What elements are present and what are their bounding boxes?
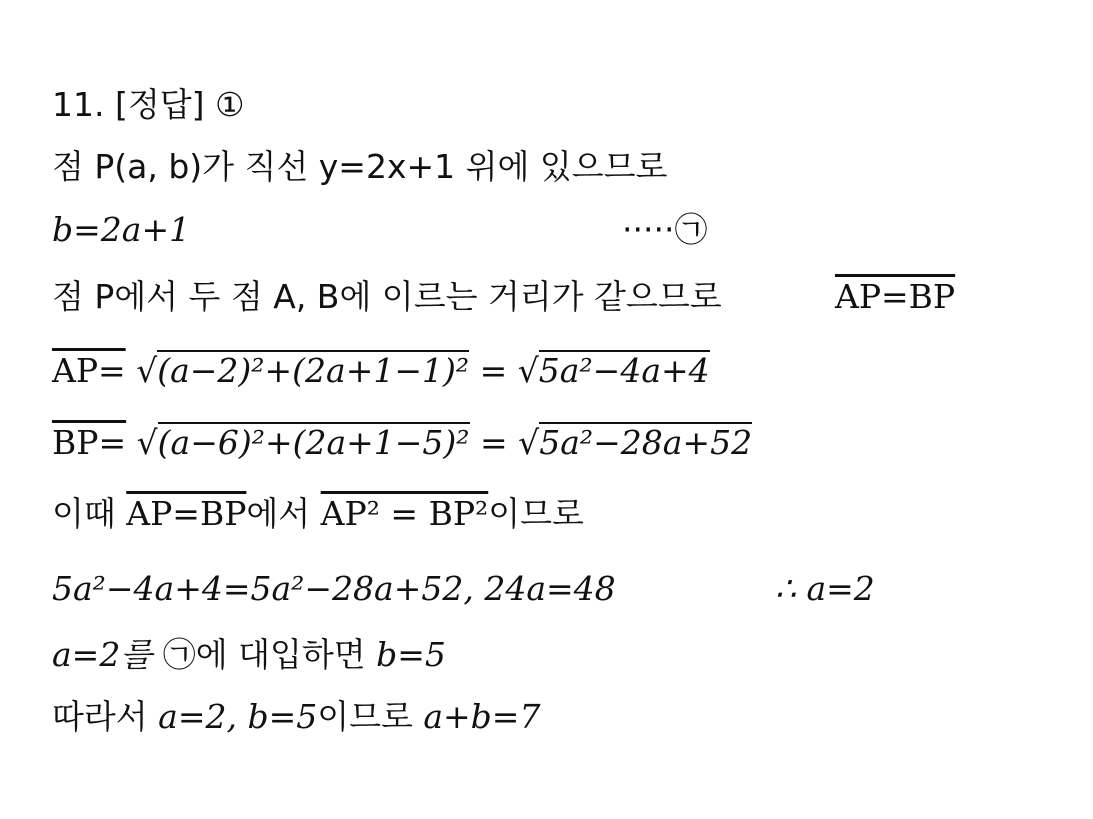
solution-line-1 [52, 147, 668, 186]
therefore-result: ∴ a=2 [775, 569, 875, 608]
equals: = [480, 423, 519, 462]
bp-label: BP= [52, 423, 127, 462]
equation-b: b=2a+1 [52, 210, 191, 249]
answer-value: ① [215, 85, 245, 124]
solution-line-9: 따라서 a=2, b=5이므로 a+b=7 [52, 697, 541, 736]
ap-root: (a−2)²+(2a+1−1)² [157, 351, 470, 390]
bp-root: (a−6)²+(2a+1−5)² [157, 423, 470, 462]
answer-label: [정답] [114, 85, 205, 124]
equation-solve: 5a²−4a+4=5a²−28a+52, 24a=48 [52, 569, 616, 608]
sqrt-symbol: √ [136, 423, 158, 462]
line-1-text: 점 P(a, b)가 직선 y=2x+1 위에 있으므로 [52, 147, 668, 186]
solution-line-2 [52, 210, 191, 249]
sqrt-symbol: √ [517, 351, 539, 390]
solution-line-8: a=2를 ㉠에 대입하면 b=5 [52, 635, 446, 674]
solution-line-6: 이때 AP=BP에서 AP² = BP²이므로 [52, 494, 584, 533]
ap-label: AP= [52, 351, 126, 390]
sqrt-symbol: √ [136, 351, 158, 390]
equation-ref-marker: ·····㉠ [622, 210, 708, 249]
equals: = [479, 351, 518, 390]
ap-simplified: 5a²−4a+4 [538, 351, 710, 390]
line-3-text: 점 P에서 두 점 A, B에 이르는 거리가 같으므로 [52, 277, 722, 316]
problem-number: 11. [52, 85, 105, 124]
solution-line-7 [52, 569, 616, 608]
solution-line-3 [52, 277, 722, 316]
solution-line-4 [52, 350, 710, 390]
sqrt-symbol: √ [518, 423, 540, 462]
problem-header [52, 85, 245, 124]
bp-simplified: 5a²−28a+52 [539, 423, 753, 462]
distance-equal: AP=BP [835, 277, 956, 316]
ref-circle-icon: ㉠ [162, 635, 196, 674]
solution-line-5 [52, 422, 753, 462]
